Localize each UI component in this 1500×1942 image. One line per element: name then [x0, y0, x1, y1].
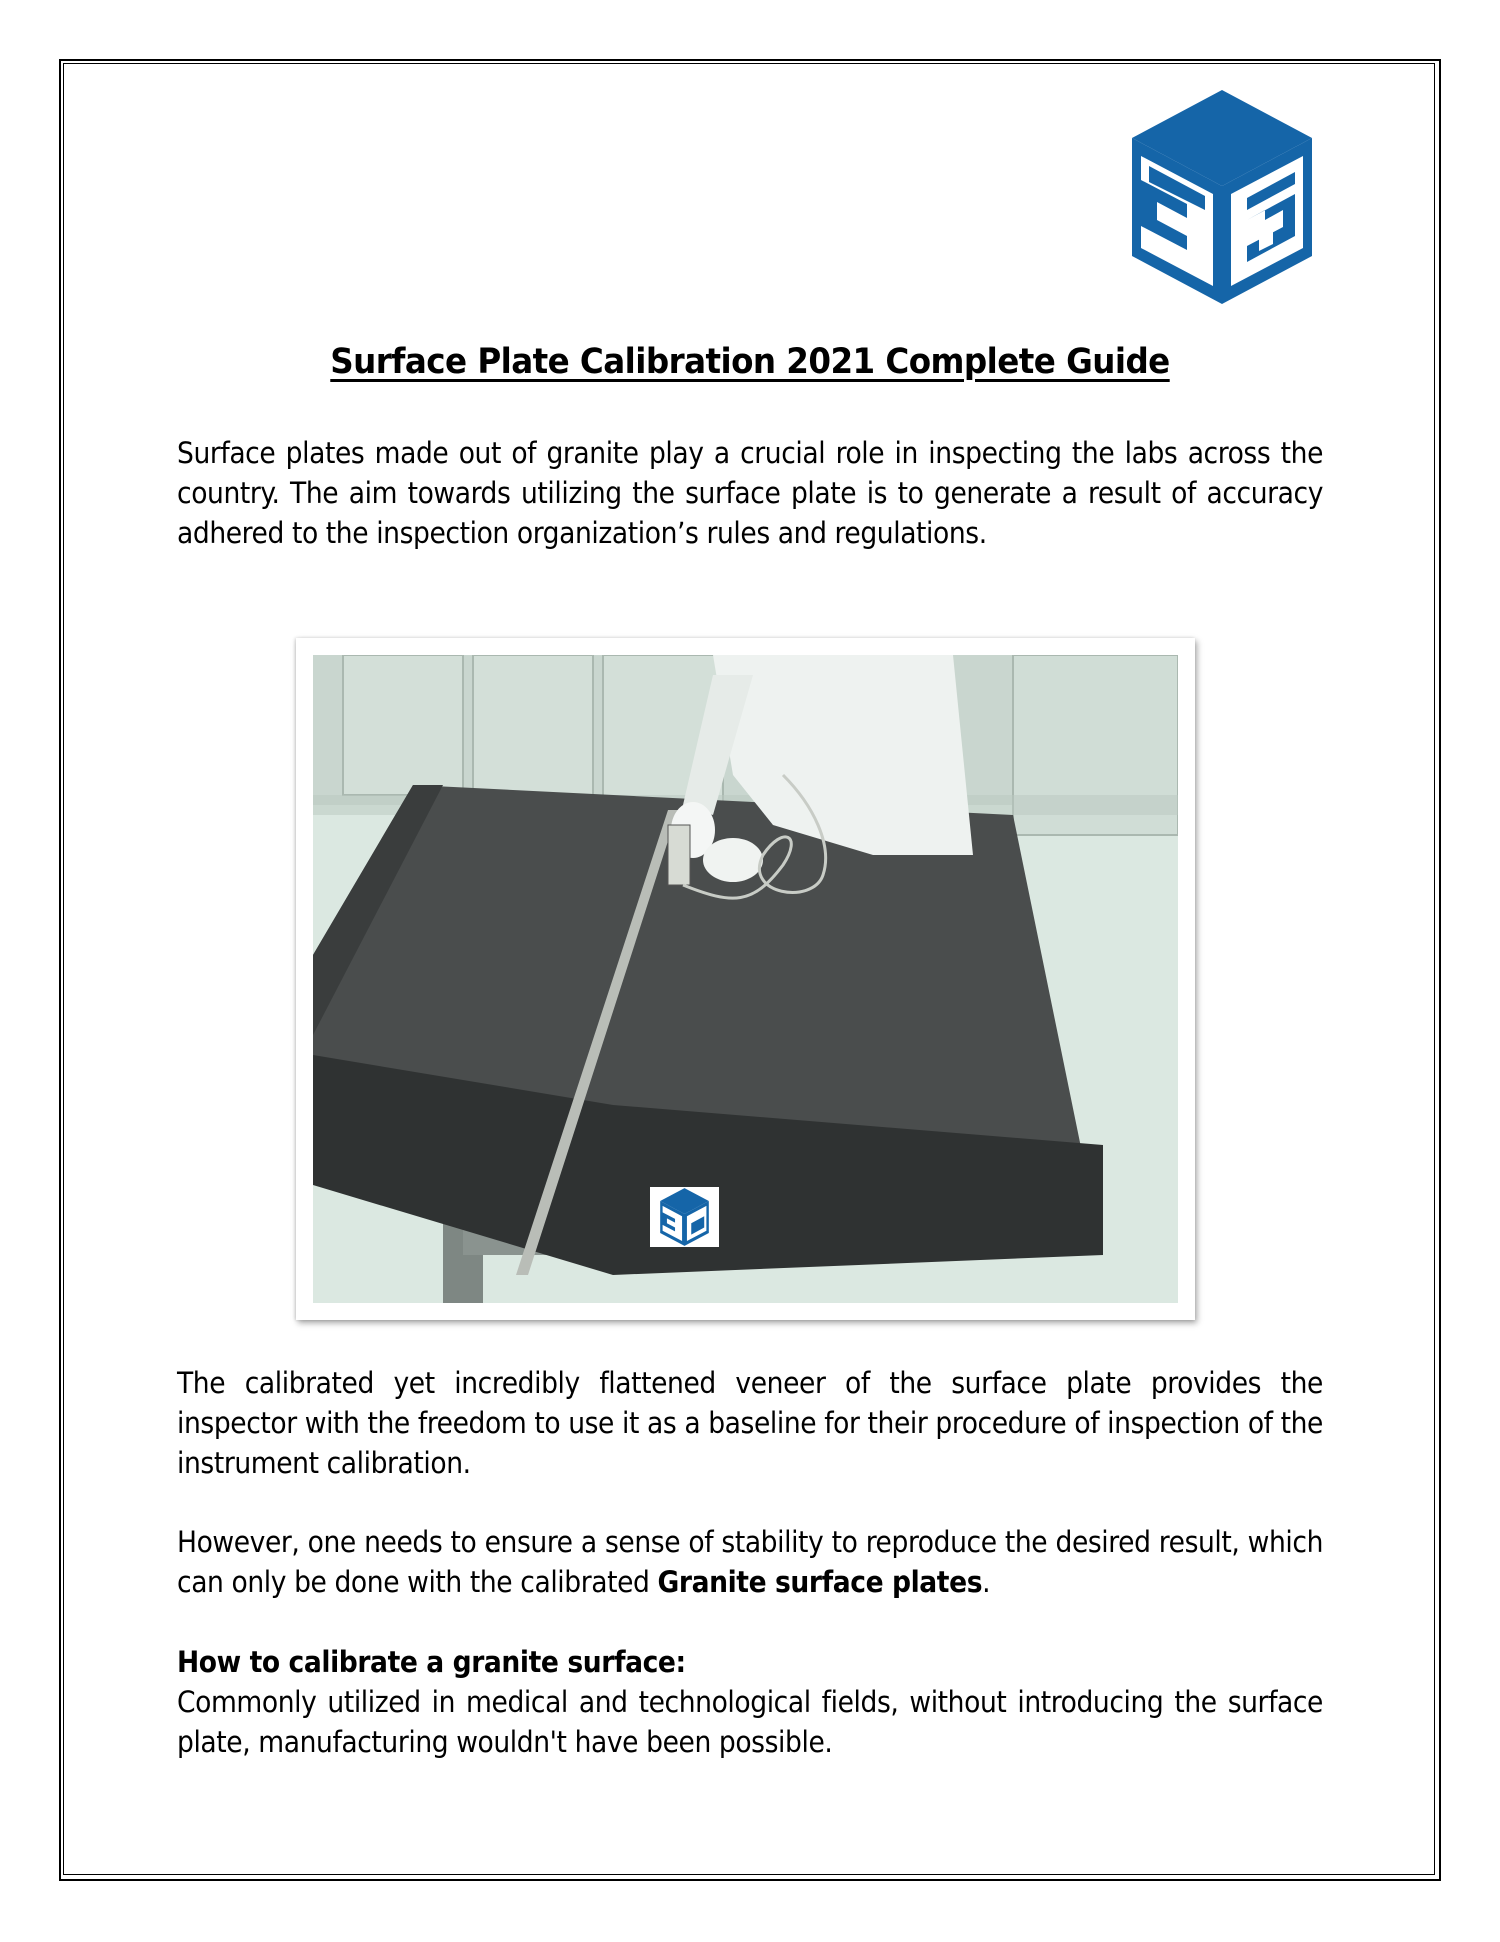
stability-text-before: However, one needs to ensure a sense of stability to reproduce the desired result, which can only be done with the calibrated — [177, 1525, 1323, 1599]
granite-surface-plates-emphasis: Granite surface plates — [657, 1565, 983, 1599]
page-title-text: Surface Plate Calibration 2021 Complete Guide — [330, 342, 1170, 382]
calibration-photo-frame — [296, 638, 1195, 1320]
page-title — [53, 342, 1448, 382]
intro-paragraph: Surface plates made out of granite play a crucial role in inspecting the labs across the country. The aim towards utilizing the surface plate is to generate a result of accuracy adhered to the inspection organization’s rules and regulations. — [177, 436, 1323, 550]
stability-paragraph — [177, 1522, 1323, 1602]
section-heading: How to calibrate a granite surface: — [177, 1645, 686, 1679]
baseline-paragraph: The calibrated yet incredibly flattened veneer of the surface plate provides the inspector with the freedom to use it as a baseline for their procedure of inspection of the instrument calibration. — [177, 1366, 1323, 1480]
watermark-logo-icon — [650, 1187, 719, 1247]
stability-text-after: . — [982, 1565, 991, 1599]
company-logo-icon — [1127, 86, 1317, 308]
section-paragraph: Commonly utilized in medical and technological fields, without introducing the surface plate, manufacturing wouldn't have been possible. — [177, 1685, 1323, 1759]
calibration-photo — [313, 655, 1178, 1303]
